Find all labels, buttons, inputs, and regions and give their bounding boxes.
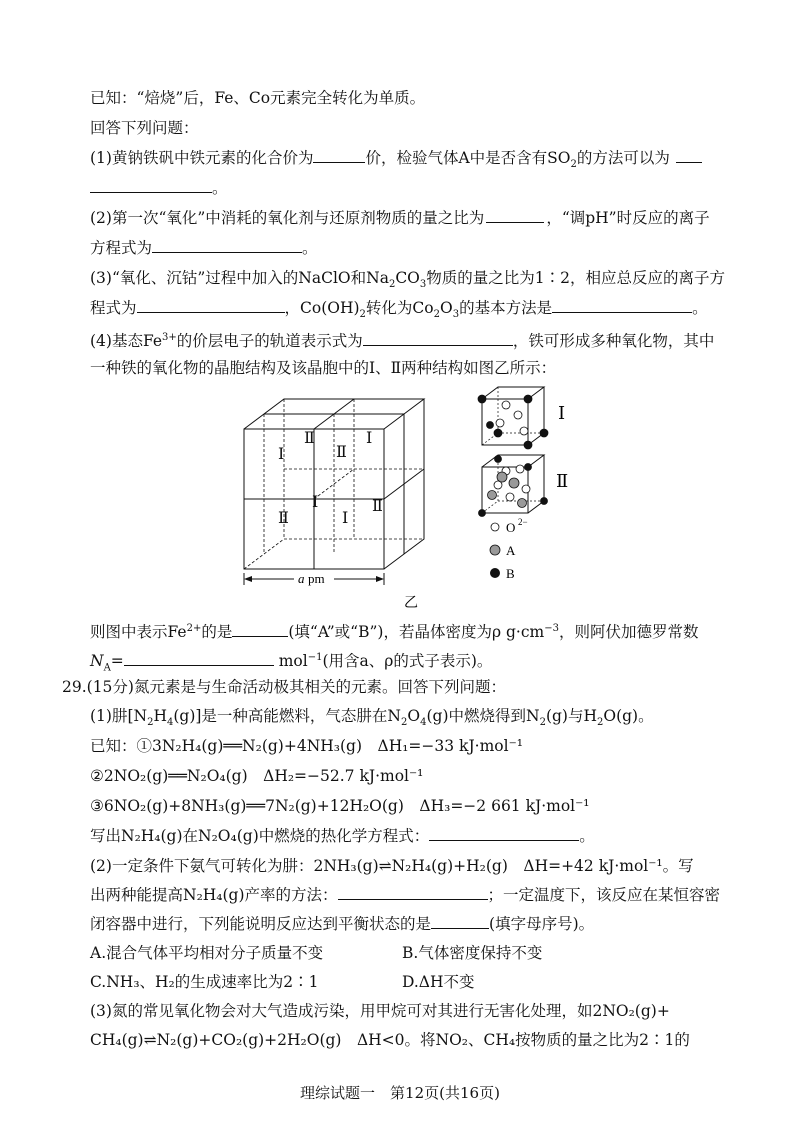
label-roman-1: Ⅰ: [278, 446, 285, 463]
legend-a: A: [506, 543, 516, 558]
known-condition: 已知：“焙烧”后，Fe、Co元素完全转化为单质。: [90, 89, 426, 107]
q2-line2: 方程式为 。: [90, 239, 318, 257]
q4b-line1: 则图中表示$Fe^{2+}$的是 (填“A”或“B”)，若晶体密度为ρ $g\cdot cm^{-3}$，则阿伏加德罗常数: [90, 623, 699, 642]
page-footer: 理综试题一 第12页(共16页): [300, 1084, 500, 1102]
legend-o-sup: 2−: [518, 517, 528, 527]
cube-label-2: Ⅱ: [556, 471, 569, 491]
q29-eq1: 已知：①3N₂H₄(g)══N₂(g)+4NH₃(g) ΔH₁=−33 kJ·mol⁻¹: [90, 737, 523, 755]
q29-p2d: 闭容器中进行，下列能说明反应达到平衡状态的是 (填字母序号)。: [90, 915, 595, 933]
q29-opt-d: D.ΔH不变: [402, 973, 475, 991]
q4-line1: (4)基态$Fe^{3+}$的价层电子的轨道表示式为 ，铁可形成多种氧化物，其中: [90, 332, 715, 351]
q1-line2: 。: [90, 178, 228, 198]
q29-eq3: ③6NO₂(g)+8NH₃(g)══7N₂(g)+12H₂O(g) ΔH₃=−2 661 kJ·mol⁻¹: [90, 797, 590, 815]
q29-eq2: ②2NO₂(g)══N₂O₄(g) ΔH₂=−52.7 kJ·mol⁻¹: [90, 767, 424, 785]
label-roman-2: Ⅱ: [372, 498, 383, 515]
q4-line2: 一种铁的氧化物的晶胞结构及该晶胞中的Ⅰ、Ⅱ两种结构如图乙所示：: [90, 359, 557, 377]
q29-p3b: CH₄(g)⇌N₂(g)+CO₂(g)+2H₂O(g) ΔH<0。将NO₂、CH₄按物质的量之比为2∶1的: [90, 1031, 690, 1049]
q4b-line2: $N_A= mol^{-1}$(用含a、ρ的式子表示)。: [90, 652, 493, 674]
q3-line2: 程式为 ，$Co(OH)_2$转化为$Co_2O_3$的基本方法是 。: [90, 299, 708, 321]
legend-b: B: [506, 566, 515, 581]
q29-p2a: (2)一定条件下氨气可转化为肼：2NH₃(g)⇌N₂H₄(g)+H₂(g) ΔH=+42 kJ·mol⁻¹。写: [90, 857, 694, 875]
q2-line1: (2)第一次“氧化”中消耗的氧化剂与还原剂物质的量之比为 ，“调pH”时反应的离子: [90, 209, 710, 227]
label-roman-2: Ⅱ: [278, 510, 289, 527]
label-roman-1: Ⅰ: [366, 430, 373, 447]
q29-p2b: 出两种能提高N₂H₄(g)产率的方法： ；一定温度下，该反应在某恒容密: [90, 886, 721, 904]
legend-o: O: [506, 520, 516, 535]
label-roman-2: Ⅱ: [304, 430, 315, 447]
label-roman-1: Ⅰ: [342, 510, 349, 527]
q1-line1: (1)黄钠铁矾中铁元素的化合价为 价，检验气体A中是否含有$SO_2$的方法可以为: [90, 148, 702, 175]
dim-pm: pm: [308, 571, 325, 586]
q29-opt-b: B.气体密度保持不变: [402, 944, 543, 962]
figure-caption: 乙: [404, 596, 418, 611]
q29-opt-c: C.NH₃、H₂的生成速率比为2∶1: [90, 973, 319, 991]
q3-line1: (3)“氧化、沉钴”过程中加入的NaClO和$Na_2CO_3$物质的量之比为1∶2，相应总反应的离子方: [90, 269, 725, 291]
answer-prompt: 回答下列问题：: [90, 119, 199, 137]
q29-head: 29.(15分)氮元素是与生命活动极其相关的元素。回答下列问题：: [62, 678, 506, 696]
label-roman-2: Ⅱ: [336, 444, 347, 461]
cube-label-1: Ⅰ: [558, 403, 566, 423]
crystal-figure: [230, 385, 590, 615]
q29-p3a: (3)氮的常见氧化物会对大气造成污染，用甲烷可对其进行无害化处理，如2NO₂(g)+: [90, 1002, 670, 1020]
q29-opt-a: A.混合气体平均相对分子质量不变: [90, 944, 324, 962]
label-roman-1: Ⅰ: [312, 494, 319, 511]
dim-a: a: [298, 571, 305, 586]
q29-write: 写出N₂H₄(g)在N₂O₄(g)中燃烧的热化学方程式： 。: [90, 827, 595, 845]
q29-p1: (1)肼$[N_2H_4(g)]$是一种高能燃料，气态肼在$N_2O_4(g)$中燃烧得到$N_2(g)$与$H_2O(g)$。: [90, 707, 654, 729]
